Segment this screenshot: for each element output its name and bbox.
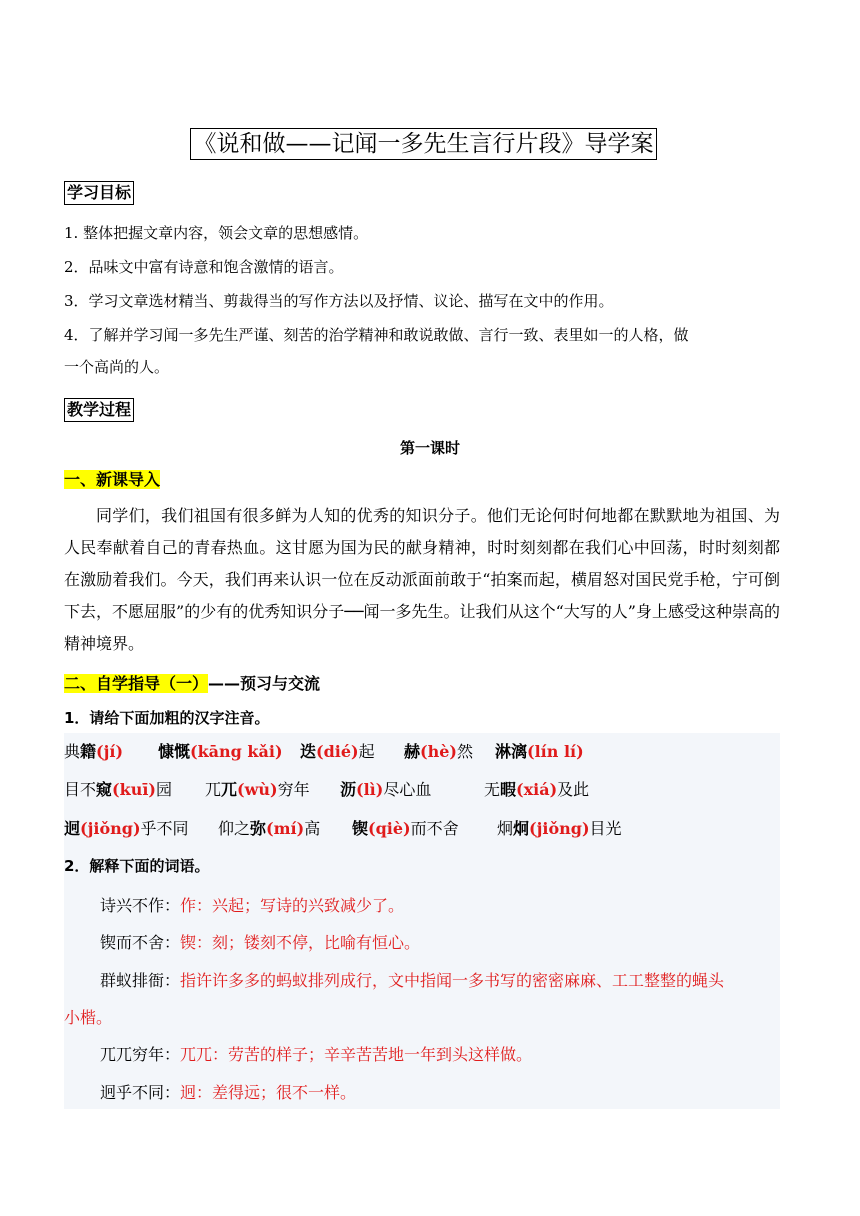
- objective-4: 4．了解并学习闻一多先生严谨、刻苦的治学精神和敢说敢做、言行一致、表里如一的人格，做: [64, 326, 689, 344]
- pinyin-item: 典籍(jí): [64, 742, 124, 761]
- definition-1: 诗兴不作：作：兴起；写诗的兴致减少了。: [100, 896, 405, 915]
- pinyin-item: 迭(dié)起: [300, 742, 375, 761]
- process-heading: 教学过程: [64, 398, 134, 422]
- objective-2: 2．品味文中富有诗意和饱含激情的语言。: [64, 258, 344, 276]
- pinyin-item: 赫(hè)然: [404, 742, 473, 761]
- pinyin-item: 仰之弥(mí)高: [218, 819, 321, 838]
- definition-2: 锲而不舍：锲：刻；镂刻不停，比喻有恒心。: [100, 933, 421, 952]
- pinyin-row-2: [64, 778, 589, 802]
- question-2: 2．解释下面的词语。: [64, 857, 210, 875]
- pinyin-item: 淋漓(lín lí): [495, 742, 584, 761]
- objectives-heading: 学习目标: [64, 181, 134, 205]
- definition-5: 迥乎不同：迥：差得远；很不一样。: [100, 1083, 357, 1102]
- section2-heading: 二、自学指导（一）——预习与交流: [64, 674, 321, 693]
- definition-3: 群蚁排衙：指许许多多的蚂蚁排列成行，文中指闻一多书写的密密麻麻、工工整整的蝇头: [100, 971, 725, 990]
- pinyin-item: 慷慨(kāng kǎi): [158, 742, 283, 761]
- pinyin-item: 沥(lì)尽心血: [340, 780, 432, 799]
- intro-paragraph: 同学们，我们祖国有很多鲜为人知的优秀的知识分子。他们无论何时何地都在默默地为祖国、为人民奉献着自己的青春热血。这甘愿为国为民的献身精神，时时刻刻都在我们心中回荡，时时刻刻都在激励着我们。今天，我们再来认识一位在反动派面前敢于“拍案而起，横眉怒对国民党手枪，宁可倒下去，不愿屈服”的少有的优秀知识分子──闻一多先生。让我们从这个“大写的人”身上感受这种崇高的精神境界。: [64, 506, 780, 653]
- definition-4: 兀兀穷年：兀兀：劳苦的样子；辛辛苦苦地一年到头这样做。: [100, 1045, 533, 1064]
- lesson-label: 第一课时: [399, 439, 460, 457]
- section1-heading: 一、新课导入: [64, 470, 161, 489]
- objective-3: 3．学习文章选材精当、剪裁得当的写作方法以及抒情、议论、描写在文中的作用。: [64, 292, 614, 310]
- objective-1: 1. 整体把握文章内容，领会文章的思想感情。: [64, 224, 369, 242]
- pinyin-row-3: [64, 817, 622, 841]
- question-1: 1．请给下面加粗的汉字注音。: [64, 709, 270, 727]
- pinyin-item: 目不窥(kuī)园: [64, 780, 172, 799]
- pinyin-item: 无暇(xiá)及此: [484, 780, 590, 799]
- pinyin-row-1: [64, 740, 584, 764]
- pinyin-item: 炯炯(jiǒng)目光: [497, 819, 622, 838]
- definition-3-cont: 小楷。: [64, 1008, 113, 1027]
- objective-4-cont: 一个高尚的人。: [64, 358, 170, 376]
- pinyin-item: 迥(jiǒng)乎不同: [64, 819, 189, 838]
- document-title: 《说和做——记闻一多先生言行片段》导学案: [190, 128, 657, 160]
- pinyin-item: 锲(qiè)而不舍: [352, 819, 459, 838]
- pinyin-item: 兀兀(wù)穷年: [205, 780, 310, 799]
